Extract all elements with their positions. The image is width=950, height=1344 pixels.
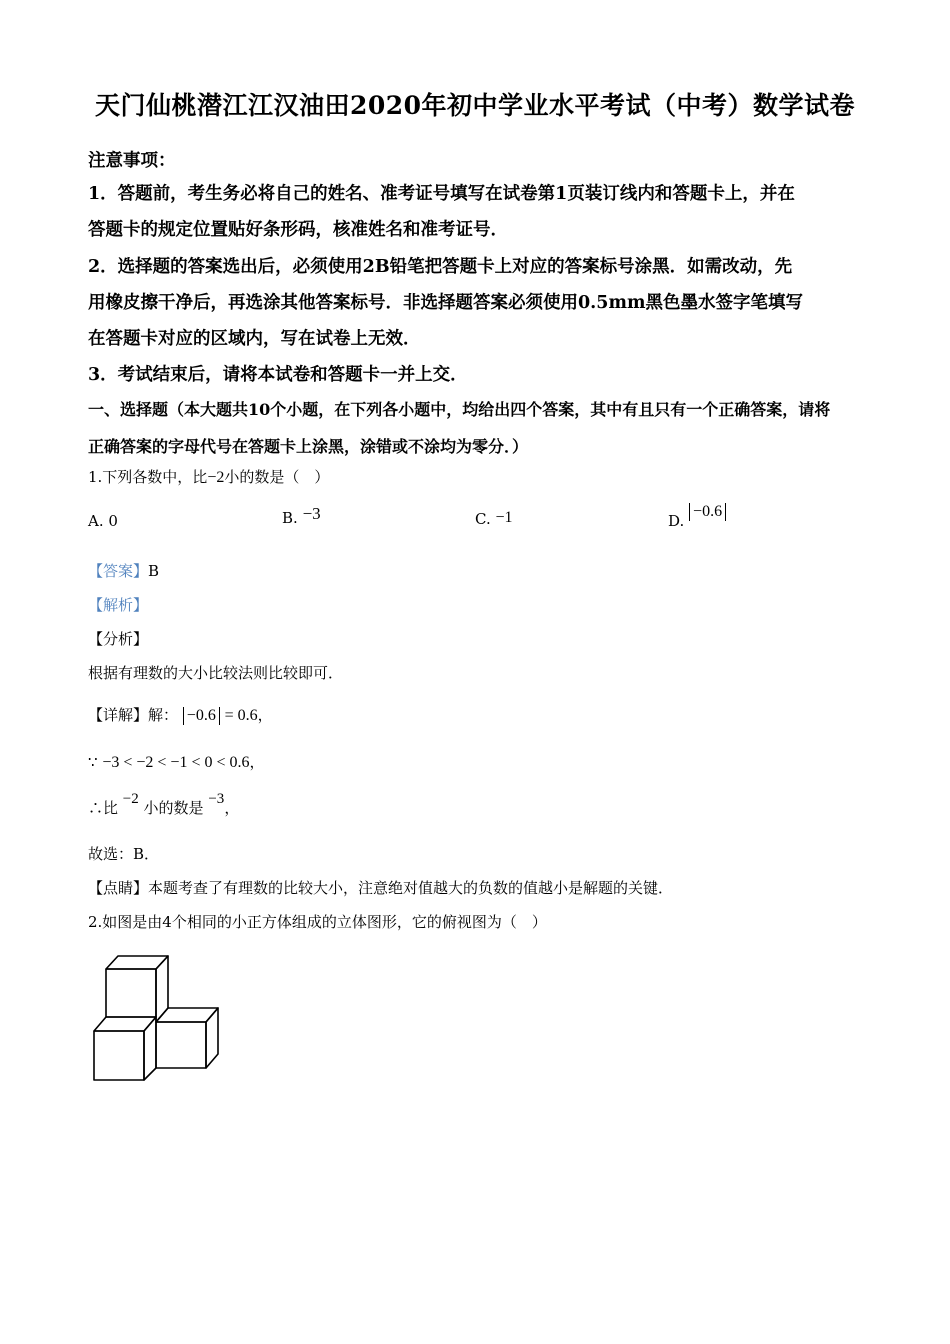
detail-equation: = 0.6 [224,707,258,724]
detail-line [88,704,273,725]
comment-tag: 【点睛】 [88,879,149,897]
notice-1-line-2: 答题卡的规定位置贴好条形码，核准姓名和准考证号． [88,220,508,240]
q1-option-c [475,510,513,529]
notice-2-line-1: 2．选择题的答案选出后，必须使用2B铅笔把答题卡上对应的答案标号涂黑．如需改动，先 [88,257,793,277]
because-line [88,751,265,772]
cube-upper-side-face [156,956,168,1022]
cube-front-face [94,1031,144,1080]
cube-right-side-face [206,1008,218,1068]
section-1-line-2: 正确答案的字母代号在答题卡上涂黑，涂错或不涂均为零分．） [88,437,529,456]
therefore-comma: ， [224,799,240,817]
because-inequality: −3 < −2 < −1 < 0 < 0.6 [102,754,250,771]
q1-option-c-value: −1 [495,509,513,526]
cube-upper-front-face [106,969,156,1017]
q1-answer [88,560,159,581]
q1-option-b [282,504,321,528]
therefore-math-1: −2 [122,791,139,807]
q1-option-d-value: −0.6 [689,503,726,521]
fenxi-tag: 【分析】 [88,630,149,648]
notice-2-line-2: 用橡皮擦干净后，再选涂其他答案标号．非选择题答案必须使用0.5mm黑色墨水签字笔填写 [88,293,803,313]
therefore-math-2: −3 [208,791,225,807]
q1-option-c-label: C. [475,510,491,528]
fenxi-text: 根据有理数的大小比较法则比较即可． [88,664,344,682]
q2-stem: 2.如图是由4个相同的小正方体组成的立体图形，它的俯视图为（ ） [88,913,547,931]
q1-stem-text-end: 小的数是（ ） [224,468,330,486]
because-symbol: ∵ [88,753,98,771]
therefore-line [88,791,240,818]
q1-option-d [668,502,726,530]
notice-3: 3．考试结束后，请将本试卷和答题卡一并上交． [88,365,468,385]
q1-option-b-value: −3 [302,504,321,523]
q2-cube-figure [88,950,228,1089]
notice-heading: 注意事项： [88,151,176,171]
because-comma: ， [249,753,265,771]
therefore-text-mid: 小的数是 [143,799,204,817]
cube-front-side-face [144,1017,156,1080]
answer-value: B [148,562,160,580]
analysis-tag: 【解析】 [88,596,149,614]
detail-comma: ， [257,706,273,724]
comment-text: 本题考查了有理数的比较大小，注意绝对值越大的负数的值越小是解题的关键． [148,879,674,897]
detail-tag: 【详解】解： [88,706,179,724]
section-1-line-1: 一、选择题（本大题共10个小题，在下列各小题中，均给出四个答案，其中有且只有一个正确答案，请将 [88,400,831,419]
notice-1-line-1: 1．答题前，考生务必将自己的姓名、准考证号填写在试卷第1页装订线内和答题卡上，并在 [88,184,795,204]
notice-2-line-3: 在答题卡对应的区域内，写在试卷上无效． [88,329,421,349]
q1-option-b-label: B. [282,509,298,527]
choose-line: 故选：B． [88,845,160,863]
cube-stack-figure [88,950,228,1085]
comment-line [88,877,673,898]
q1-stem-text: 1.下列各数中，比 [88,468,208,486]
detail-abs-value: −0.6 [183,707,220,725]
page-title: 天门仙桃潜江江汉油田2020年初中学业水平考试（中考）数学试卷 [94,91,856,120]
q1-stem [88,466,329,487]
q1-option-d-label: D. [668,512,685,530]
answer-tag: 【答案】 [88,562,149,580]
cube-right-front-face [156,1022,206,1068]
therefore-text: ∴比 [88,799,119,817]
q1-option-a: A. 0 [88,512,118,530]
q1-stem-math: −2 [207,469,225,486]
